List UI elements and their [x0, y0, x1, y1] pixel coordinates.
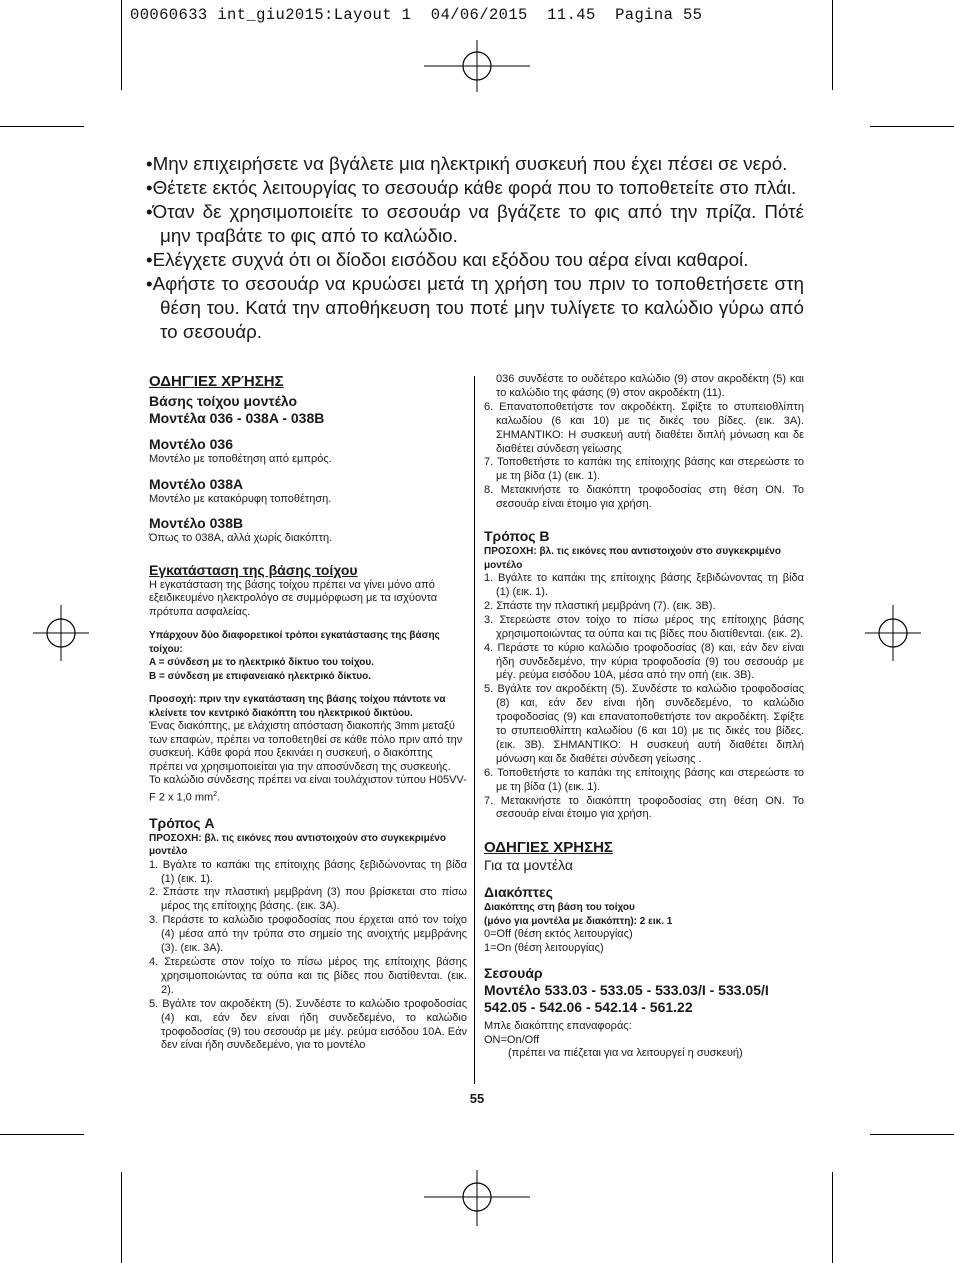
registration-mark-right: [865, 605, 921, 661]
wall-base-subtitle: Βάσης τοίχου μοντέλο: [149, 393, 298, 409]
list-item: 7. Τοποθετήστε το καπάκι της επίτοιχης βάσης και στερεώστε το με τη βίδα (1) (εικ. 1).: [484, 456, 804, 483]
list-item: 7. Μετακινήστε το διακόπτη τροφοδοσίας στη θέση ON. Το σεσουάρ είναι έτοιμο για χρήση.: [484, 794, 804, 821]
method-a-note: ΠΡΟΣΟΧΗ: βλ. τις εικόνες που αντιστοιχούν στο συγκεκριμένο μοντέλο: [149, 832, 446, 858]
print-slug: 00060633 int_giu2015:Layout 1 04/06/2015 11.45 Pagina 55: [130, 6, 703, 24]
cable-text: Το καλώδιο σύνδεσης πρέπει να είναι τουλάχιστον τύπου H05VV-F 2 x 1,0 $mm^2$.: [149, 774, 467, 804]
method-a-heading: Τρόπος A: [149, 814, 215, 831]
list-item: 5. Βγάλτε τον ακροδέκτη (5). Συνδέστε το καλώδιο τροφοδοσίας (4) και, εάν δεν είναι ήδη συνδεδεμένο, το καλώδιο τροφοδοσίας (9) του σεσουάρ με μέγ. ρεύμα εισόδου 10A. Εάν δεν είναι ήδη συνδεδεμένο, για το μοντέλο: [149, 997, 467, 1052]
right-column: [484, 373, 804, 1061]
switch-off-text: 0=Off (θέση εκτός λειτουργίας): [484, 928, 633, 941]
reset-switch-text: Μπλε διακόπτης επαναφοράς:: [484, 1020, 632, 1033]
crop-mark: [121, 1172, 122, 1263]
crop-mark: [0, 1134, 84, 1135]
list-item: 4. Στερεώστε στον τοίχο το πίσω μέρος της επίτοιχης βάσης χρησιμοποιώντας τα ούπα και τις βίδες που διατίθενται. (εικ. 2).: [149, 956, 467, 996]
method-a-steps-continued: [484, 373, 804, 512]
press-note: (πρέπει να πιέζεται για να λειτουργεί η συσκευή): [508, 1047, 743, 1060]
list-item: 6. Επανατοποθετήστε τον ακροδέκτη. Σφίξτε το στυπειοθλίπτη καλωδίου (6 και 10) με τις δικές του βίδες. (εικ. 3A). ΣΗΜΑΝΤΙΚΟ: Η συσκευή αυτή διαθέτει διπλή μόνωση και δε διαθέτει σύνδεση γείωσης: [484, 400, 804, 455]
for-models-subtitle: Για τα μοντέλα: [484, 857, 574, 874]
caution-text: Προσοχή: πριν την εγκατάσταση της βάσης τοίχου πάντοτε να κλείνετε τον κεντρικό διακόπτη του ηλεκτρικού δικτύου.: [149, 694, 446, 719]
bullet-item: •Αφήστε το σεσουάρ να κρυώσει μετά τη χρήση του πριν το τοποθετήσετε στη θέση του. Κατά την αποθήκευση του ποτέ μην τυλίγετε το καλώδιο γύρω από το σεσουάρ.: [146, 273, 804, 342]
safety-bullets: [146, 152, 804, 344]
usage-title: ΟΔΗΓΙΕΣ ΧΡΗΣΗΣ: [484, 839, 613, 857]
models-subtitle: Μοντέλα 036 - 038A - 038B: [149, 410, 325, 426]
column-divider: [474, 376, 475, 1084]
list-item: 1. Βγάλτε το καπάκι της επίτοιχης βάσης ξεβιδώνοντας τη βίδα (1) (εικ. 1).: [484, 572, 804, 598]
way-a-text: A = σύνδεση με το ηλεκτρικό δίκτυο του τοίχου.: [149, 657, 374, 668]
crop-mark: [0, 126, 84, 127]
list-item: 5. Βγάλτε τον ακροδέκτη (5). Συνδέστε το καλώδιο τροφοδοσίας (8) και, εάν δεν είναι ήδη συνδεδεμένο, το καλώδιο τροφοδοσίας (9) και επανατοποθετήστε τον ακροδέκτη. Σφίξτε το στυπειοθλίπτη καλωδίου (6 και 10) με τις δικές του βίδες. (εικ. 3B). ΣΗΜΑΝΤΙΚΟ: Η συσκευή αυτή διαθέτει διπλή μόνωση και δε διαθέτει σύνδεση γείωσης .: [484, 683, 804, 765]
registration-mark-top: [424, 40, 530, 92]
crop-mark: [121, 0, 122, 90]
left-column: [149, 372, 467, 1053]
list-item: 6. Τοποθετήστε το καπάκι της επίτοιχης βάσης και στερεώστε το με τη βίδα (1) (εικ. 1).: [484, 766, 804, 793]
way-b-text: B = σύνδεση με επιφανειακό ηλεκτρικό δίκτυο.: [149, 670, 372, 682]
bullet-item: •Όταν δε χρησιμοποιείτε το σεσουάρ να βγάζετε το φις από την πρίζα. Πότέ μην τραβάτε το φις από το καλώδιο.: [146, 201, 804, 246]
page-number: 55: [469, 1091, 485, 1106]
instructions-title: ΟΔΗΓΊΕΣ ΧΡΉΣΗΣ: [149, 373, 284, 390]
list-item: 2. Σπάστε την πλαστική μεμβράνη (7). (εικ. 3B).: [484, 599, 716, 612]
bullet-item: •Ελέγχετε συχνά ότι οι δίοδοι εισόδου και εξόδου του αέρα είναι καθαροί.: [146, 249, 749, 270]
bullet-item: •Μην επιχειρήσετε να βγάλετε μια ηλεκτρική συσκευή που έχει πέσει σε νερό.: [146, 153, 788, 174]
crop-mark: [870, 126, 954, 127]
method-b-steps: [484, 572, 804, 822]
list-item: 8. Μετακινήστε το διακόπτη τροφοδοσίας στη θέση ON. Το σεσουάρ είναι έτοιμο για χρήση.: [484, 484, 804, 511]
list-item: 2. Σπάστε την πλαστική μεμβράνη (3) που βρίσκεται στο πίσω μέρος της επίτοιχης βάσης. (εικ. 3A).: [149, 886, 467, 913]
crop-mark: [832, 0, 833, 90]
list-item: 4. Περάστε το κύριο καλώδιο τροφοδοσίας (8) και, εάν δεν είναι ήδη συνδεδεμένο, την κύρια τροφοδοσία (9) του σεσουάρ με μέγ. ρεύμα εισόδου 10A, μέσα από την οπή (εικ. 3B).: [484, 641, 804, 682]
list-item: 036 συνδέστε το ουδέτερο καλώδιο (9) στον ακροδέκτη (5) και το καλώδιο της φάσης (9) στον ακροδέκτη (11).: [496, 373, 804, 399]
switch-on-text: 1=On (θέση λειτουργίας): [484, 941, 604, 954]
switch-text: Ένας διακόπτης, με ελάχιστη απόσταση διακοπής 3mm μεταξύ των επαφών, πρέπει να τοποθετηθεί σε κάθε πόλο πριν από την συσκευή. Κάθε φορά που ξεκινάει η συσκευή, ο διακόπτης πρέπει να χρησιμοποιείται για την αποσύνδεση της συσκευής.: [149, 720, 463, 773]
model-038b-heading: Μοντέλο 038B: [149, 515, 244, 531]
switches-heading: Διακόπτες: [484, 884, 553, 901]
bullet-item: •Θέτετε εκτός λειτουργίας το σεσουάρ κάθε φορά που το τοποθετείτε στο πλάι.: [146, 177, 797, 198]
registration-mark-bottom: [424, 1170, 530, 1226]
list-item: 3. Περάστε το καλώδιο τροφοδοσίας που έρχεται από τον τοίχο (4) μέσα από την τρύπα στο σημείο της ανοιχτής μεμβράνης (3). (εικ. 3A).: [149, 914, 467, 955]
two-ways-text: Υπάρχουν δύο διαφορετικοί τρόποι εγκατάστασης της βάσης τοίχου:: [149, 630, 440, 655]
method-b-heading: Τρόπος B: [484, 528, 550, 545]
onoff-text: ON=On/Off: [484, 1033, 540, 1046]
method-a-steps: [149, 859, 467, 1054]
dryer-models: Μοντέλο 533.03 - 533.05 - 533.03/I - 533.05/I 542.05 - 542.06 - 542.14 - 561.22: [484, 982, 769, 1016]
wall-switch-label: Διακόπτης στη βάση του τοίχου: [484, 902, 635, 914]
model-038a-desc: Μοντέλο με κατακόρυφη τοποθέτηση.: [149, 492, 332, 505]
method-b-note: ΠΡΟΣΟΧΗ: βλ. τις εικόνες που αντιστοιχούν στο συγκεκριμένο μοντέλο: [484, 546, 781, 571]
crop-mark: [832, 1172, 833, 1263]
wall-switch-note: (μόνο για μοντέλα με διακόπτη): 2 εικ. 1: [484, 915, 673, 927]
model-036-desc: Μοντέλο με τοποθέτηση από εμπρός.: [149, 453, 332, 465]
registration-mark-left: [33, 605, 89, 661]
installation-text: Η εγκατάσταση της βάσης τοίχου πρέπει να γίνει μόνο από εξειδικευμένο ηλεκτρολόγο σε συμμόρφωση με τα ισχύοντα πρότυπα ασφαλείας.: [149, 578, 438, 618]
list-item: 1. Βγάλτε το καπάκι της επίτοιχης βάσης ξεβιδώνοντας τη βίδα (1) (εικ. 1).: [149, 858, 467, 885]
dryer-heading: Σεσουάρ: [484, 965, 543, 982]
model-038a-heading: Μοντέλο 038A: [149, 475, 244, 492]
list-item: 3. Στερεώστε στον τοίχο το πίσω μέρος της επίτοιχης βάσης χρησιμοποιώντας τα ούπα και τις βίδες που διατίθενται. (εικ. 2).: [484, 613, 804, 640]
installation-heading: Εγκατάσταση της βάσης τοίχου: [149, 561, 358, 578]
crop-mark: [870, 1134, 954, 1135]
model-038b-desc: Όπως το 038A, αλλά χωρίς διακόπτη.: [149, 532, 333, 544]
model-036-heading: Μοντέλο 036: [149, 436, 233, 452]
